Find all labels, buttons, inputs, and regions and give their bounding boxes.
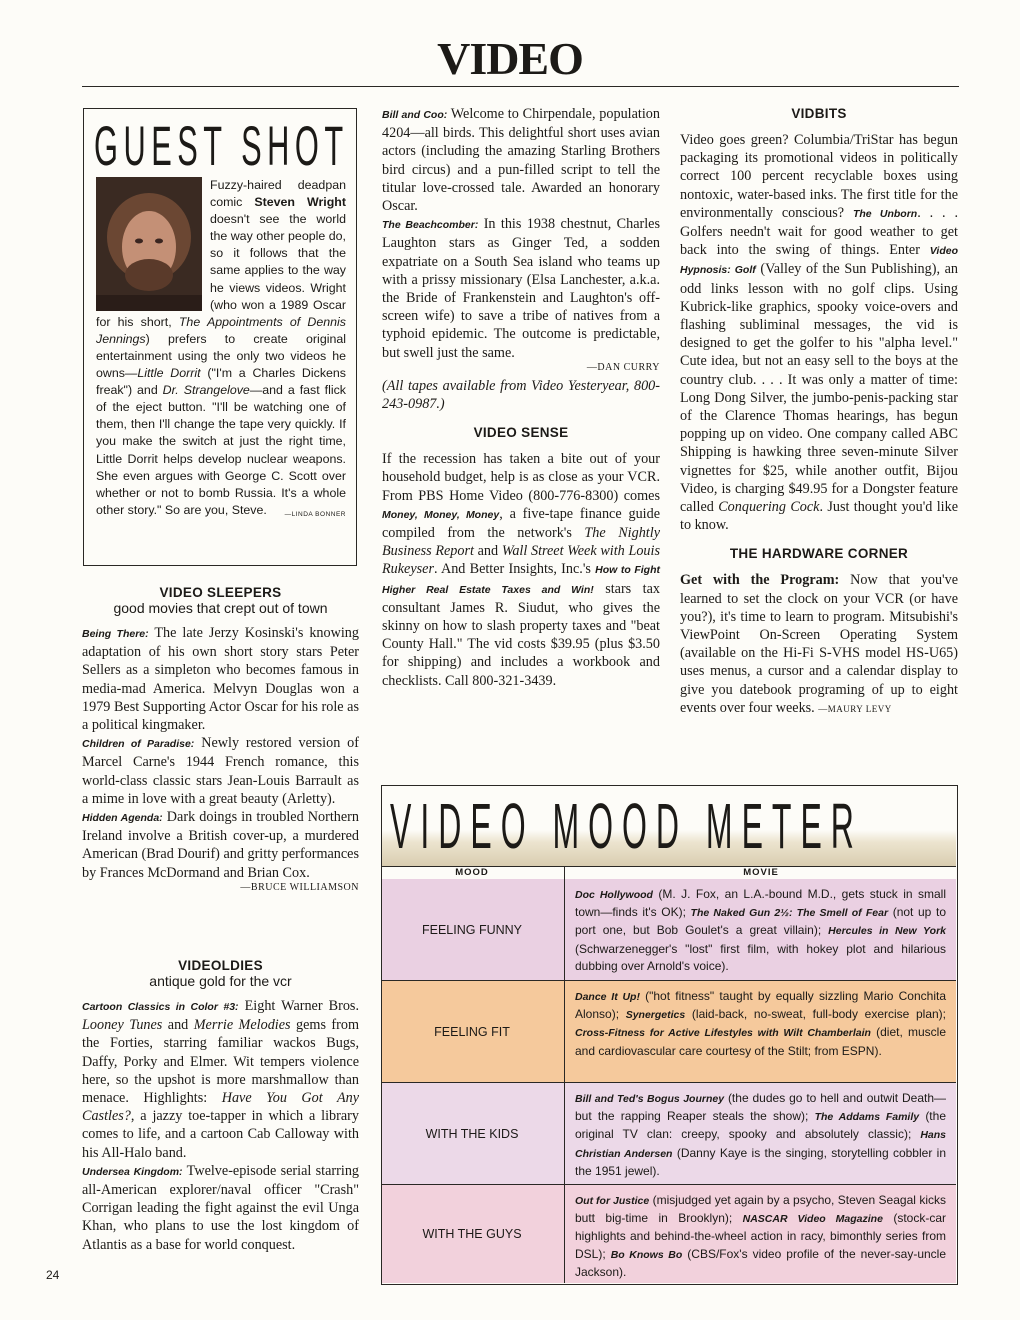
videoldies-film: Merrie Melodies	[193, 1017, 291, 1034]
movie-title: Hans Christian Andersen	[575, 1129, 946, 1160]
vs-title: Money, Money, Money	[382, 508, 500, 521]
title-divider	[82, 86, 959, 87]
column-two	[382, 105, 660, 690]
mood-movies	[564, 981, 956, 1082]
mood-row-kids	[382, 1083, 956, 1185]
movie-title: The Addams Family	[814, 1111, 920, 1124]
guest-intro: Fuzzy-haired deadpan comic	[210, 178, 346, 210]
movie-title: The Naked Gun 2½: The Smell of Fear	[690, 907, 889, 920]
movie-desc: (Danny Kaye is the singing, storytelling cobbler in the 1951 jewel).	[575, 1145, 946, 1178]
movie-desc: (misjudged yet again by a psycho, Steven Seagal kicks butt big-time in Brooklyn);	[575, 1193, 946, 1226]
vidbits-text	[680, 131, 958, 534]
vb-text: . Just thought you'd like to know.	[680, 499, 959, 534]
guest-text-2: ) prefers to create original entertainment using the only two videos he owns—	[96, 331, 346, 381]
vb-text: Video goes green? Columbia/TriStar has begun packaging its promotional videos in politically correct 100 percent recyclable boxes using nontoxic, water-based inks. The first title for the environmentally conscious?	[680, 132, 958, 221]
video-sleepers-section	[82, 585, 359, 893]
movie-desc: ("hot fitness" taught by equally sizzling Mario Conchita Alonso);	[575, 989, 947, 1022]
sleeper-item	[82, 624, 359, 734]
vs-show: Wall Street Week with Louis Rukeyser	[382, 543, 660, 578]
movie-title: Bill and Ted's Bogus Journey	[575, 1093, 725, 1105]
video-sense-text	[382, 450, 660, 690]
video-sleepers-heading: VIDEO SLEEPERS	[159, 585, 282, 600]
guest-byline: —LINDA BONNER	[284, 510, 346, 518]
page-number: 24	[46, 1268, 60, 1282]
movie-title: Synergetics	[625, 1009, 686, 1022]
movie-desc: (the dudes go to hell and outwit Death—but the rapping Reaper steals the show);	[575, 1091, 946, 1124]
page-title: VIDEO	[437, 33, 583, 84]
item-text: In this 1938 chestnut, Charles Laughton stars as Ginger Ted, a sodden expatriate on a South Sea island who teams up with a prissy missionary (Elsa Lanchester, a.k.a. the Bride of Frankenstein and Laughton's off-screen wife) to save a tribe of natives from a typhoid epidemic. The outcome is predictable, but swell just the same.	[382, 216, 660, 361]
mood-meter-table	[381, 785, 958, 1285]
item-text: Welcome to Chirpendale, population 4204—all birds. This delightful short uses avian actors (including the amazing Starling Brothers bird circus) and a pun-filled script to tell the titular love-crossed tale. Awarded an honorary Oscar.	[382, 106, 660, 215]
movie-desc: (M. J. Fox, an L.A.-bound M.D., gets stuck in small town—finds it's OK);	[575, 887, 946, 920]
mood-row-funny	[382, 879, 956, 981]
videoldies-film: Looney Tunes	[82, 1017, 163, 1034]
mood-label: WITH THE KIDS	[425, 1126, 519, 1141]
mood-movies	[564, 1185, 956, 1283]
column-two-byline: —DAN CURRY	[586, 361, 660, 373]
guest-text-3: ("I'm a Charles Dickens freak") and	[96, 366, 346, 398]
vb-film: Conquering Cock	[718, 499, 820, 516]
vs-show: The Nightly Business Report	[382, 525, 660, 560]
vs-title: How to Fight Higher Real Estate Taxes and Win!	[382, 564, 660, 596]
mood-movies	[564, 879, 956, 980]
videoldies-text: , a jazzy toe-tapper in which a library comes to life, and a cartoon Cab Calloway with his All-Halo band.	[82, 1108, 359, 1161]
mood-meter-banner	[382, 786, 956, 866]
sleepers-byline: —BRUCE WILLIAMSON	[240, 881, 359, 893]
guest-text-4: —and a fast flick of the eject button. "I'll be watching one of them, then I'll change the tape very quickly. If you make the switch at just the right time, Little Dorrit helps develop nuclear weapons. She even argues with George C. Scott over whether or not to bomb Russia. It's a whole other story." So are you, Steve.	[96, 383, 346, 517]
guest-shot-title: GUEST SHOT	[94, 114, 349, 177]
movie-title: Hercules in New York	[828, 925, 946, 938]
sleeper-title: Being There:	[82, 628, 149, 640]
video-sense-heading: VIDEO SENSE	[473, 425, 569, 441]
availability-note: (All tapes available from Video Yesteryear, 800-243-0987.)	[382, 377, 660, 413]
vb-title: Video Hypnosis: Golf	[680, 245, 958, 277]
movie-desc: (laid-back, no-sweat, full-body exercise plan);	[685, 1007, 947, 1022]
hw-lead: Get with the Program:	[680, 572, 840, 589]
guest-text-1: doesn't see the world the way other people do, so it follows that the same applies to the way he views videos. Wright (who won a 1989 Oscar for his short,	[96, 212, 346, 329]
movie-desc: (stock-car highlights and behind-the-wheel action in racy, bimonthly series from DSL);	[575, 1211, 946, 1261]
video-sleepers-subheading: good movies that crept out of town	[113, 600, 328, 616]
movie-title: Doc Hollywood	[575, 889, 653, 901]
vs-text: and	[473, 543, 502, 560]
videoldies-heading: VIDEOLDIES	[178, 958, 263, 973]
mood-row-fit	[382, 981, 956, 1083]
movie-desc: (the original TV clan: creepy, spooky and absolutely classic);	[575, 1109, 946, 1142]
mood-label: FEELING FIT	[434, 1024, 510, 1039]
movie-title: Out for Justice	[575, 1195, 650, 1207]
mood-table-header	[382, 866, 956, 880]
videoldies-text: Eight Warner Bros.	[238, 998, 359, 1014]
guest-film-1: Little Dorrit	[137, 366, 201, 381]
item-title: Bill and Coo:	[382, 109, 448, 121]
hardware-corner-heading: THE HARDWARE CORNER	[729, 546, 909, 562]
guest-name: Steven Wright	[254, 195, 346, 210]
hw-byline: —MAURY LEVY	[818, 703, 892, 714]
vs-text: , a five-tape finance guide compiled from the network's	[382, 505, 660, 542]
vb-title: The Unborn	[852, 207, 918, 220]
mood-label: WITH THE GUYS	[422, 1227, 522, 1241]
vb-text: . . . . Golfers needn't wait for good weather to get back into the swing of things. Enter	[680, 204, 958, 259]
movie-title: Cross-Fitness for Active Lifestyles with Wilt Chamberlain	[575, 1027, 871, 1040]
column-three	[680, 106, 958, 718]
videoldies-film: Have You Got Any Castles?	[82, 1090, 359, 1125]
videoldies-text: gems from the Forties, starring familiar wackos Bugs, Daffy, Porky and Elmer. Wit tempers violence here, so the upshot is more marshmallow than menace. Highlights:	[82, 1017, 359, 1107]
videoldies-text: Twelve-episode serial starring all-American explorer/naval officer "Crash" Corrigan leading the fight against the evil Unga Khan, who plans to use the lost kingdom of Atlantis as a base for world conquest.	[82, 1162, 360, 1253]
movie-desc: (Schwarzenegger's "lost" first film, with hokey plot and hilarious dubbing over Arnold's voice).	[575, 941, 946, 973]
sleeper-text: Newly restored version of Marcel Carne's 1944 French romance, this world-class classic stars Jean-Louis Barrault as a mime in love with a great beauty (Arletty).	[82, 735, 359, 807]
videoldies-title: Undersea Kingdom:	[82, 1165, 183, 1178]
bill-and-coo-item	[382, 105, 660, 215]
videoldies-title: Cartoon Classics in Color #3:	[82, 1001, 239, 1013]
guest-shot-box	[83, 108, 357, 566]
videoldies-text: and	[162, 1017, 194, 1034]
vs-text: . And Better Insights, Inc.'s	[434, 561, 596, 578]
vs-text: stars tax consultant James R. Siudut, who gives the skinny on how to slash property taxes and "beat County Hall." The vid costs $39.95 (plus $3.50 for shipping) and includes a workbook and checklists. Call 800-321-3439.	[382, 580, 660, 689]
mood-label: FEELING FUNNY	[421, 922, 522, 937]
videoldies-section	[82, 958, 359, 1254]
mood-row-guys	[382, 1185, 956, 1283]
guest-short-title: The Appointments of Dennis Jennings	[96, 314, 346, 346]
beachcomber-item	[382, 215, 660, 362]
movie-desc: (diet, muscle and cardiovascular care courtesy of the Stilt; from ESPN).	[575, 1025, 946, 1058]
movie-desc: (CBS/Fox's video profile of the never-say-uncle Jackson).	[575, 1246, 947, 1279]
vs-text: If the recession has taken a bite out of your household budget, help is as close as your VCR. From PBS Home Video (800-776-8300) comes	[382, 451, 660, 504]
videoldies-item	[82, 1162, 359, 1254]
mood-meter-title: VIDEO MOOD METER	[390, 790, 863, 862]
sleeper-text: The late Jerzy Kosinski's knowing adaptation of his own short story stars Peter Sellers as a simpleton who becomes famous in media-mad America. Melvyn Douglas won a 1979 Best Supporting Actor Oscar for his role as a political kingmaker.	[82, 625, 359, 734]
hw-text: Now that you've learned to set the clock on your VCR (or have you?), it's time to learn to program. Mitsubishi's ViewPoint On-Screen Operating System (available on the Hi-Fi S-VHS model HS-U65) uses menus, a cursor and a calendar display to give you datebook programing of up to eight events over four weeks.	[680, 572, 958, 716]
vb-text: (Valley of the Sun Publishing), an odd links lesson with no golf clips. Using Kubrick-like graphics, spooky voice-overs and flashing subliminal messages, the vid is designed to get the golfer to his "alpha level." Cute idea, but not an easy sell to the boys at the country club. . . . It was only a matter of time: Long Dong Silver, the jumbo-penis-packing star of the Clarence Thomas hearings, has begun popping up on video. One company called ABC Shipping is hawking three seven-minute Silver vignettes for $25, while another outfit, Bijou Video, is charging $49.95 for a Dongster feature called	[680, 261, 958, 516]
mood-movies	[564, 1083, 956, 1184]
sleeper-text: Dark doings in troubled Northern Ireland involve a British cover-up, a murdered American (Brad Dourif) and gritty performances by Frances McDormand and Brian Cox.	[82, 809, 360, 881]
mood-column-header: MOOD	[455, 867, 489, 878]
movie-column-header: MOVIE	[564, 867, 957, 879]
guest-portrait-photo	[96, 177, 202, 311]
movie-title: Bo Knows Bo	[610, 1248, 683, 1261]
hardware-corner-text	[680, 571, 958, 718]
movie-title: NASCAR Video Magazine	[742, 1213, 883, 1226]
sleeper-title: Children of Paradise:	[82, 738, 195, 751]
vidbits-heading: VIDBITS	[791, 106, 847, 121]
movie-title: Dance It Up!	[575, 991, 640, 1003]
guest-film-2: Dr. Strangelove	[162, 383, 250, 398]
portrait-illustration	[96, 177, 202, 311]
videoldies-item	[82, 997, 359, 1162]
videoldies-subheading: antique gold for the vcr	[149, 973, 292, 989]
movie-desc: (not up to port one, but Bob Goulet's a great villain);	[575, 905, 946, 938]
sleeper-title: Hidden Agenda:	[82, 812, 163, 825]
item-title: The Beachcomber:	[382, 219, 479, 232]
sleeper-item	[82, 808, 359, 882]
sleeper-item	[82, 734, 359, 808]
